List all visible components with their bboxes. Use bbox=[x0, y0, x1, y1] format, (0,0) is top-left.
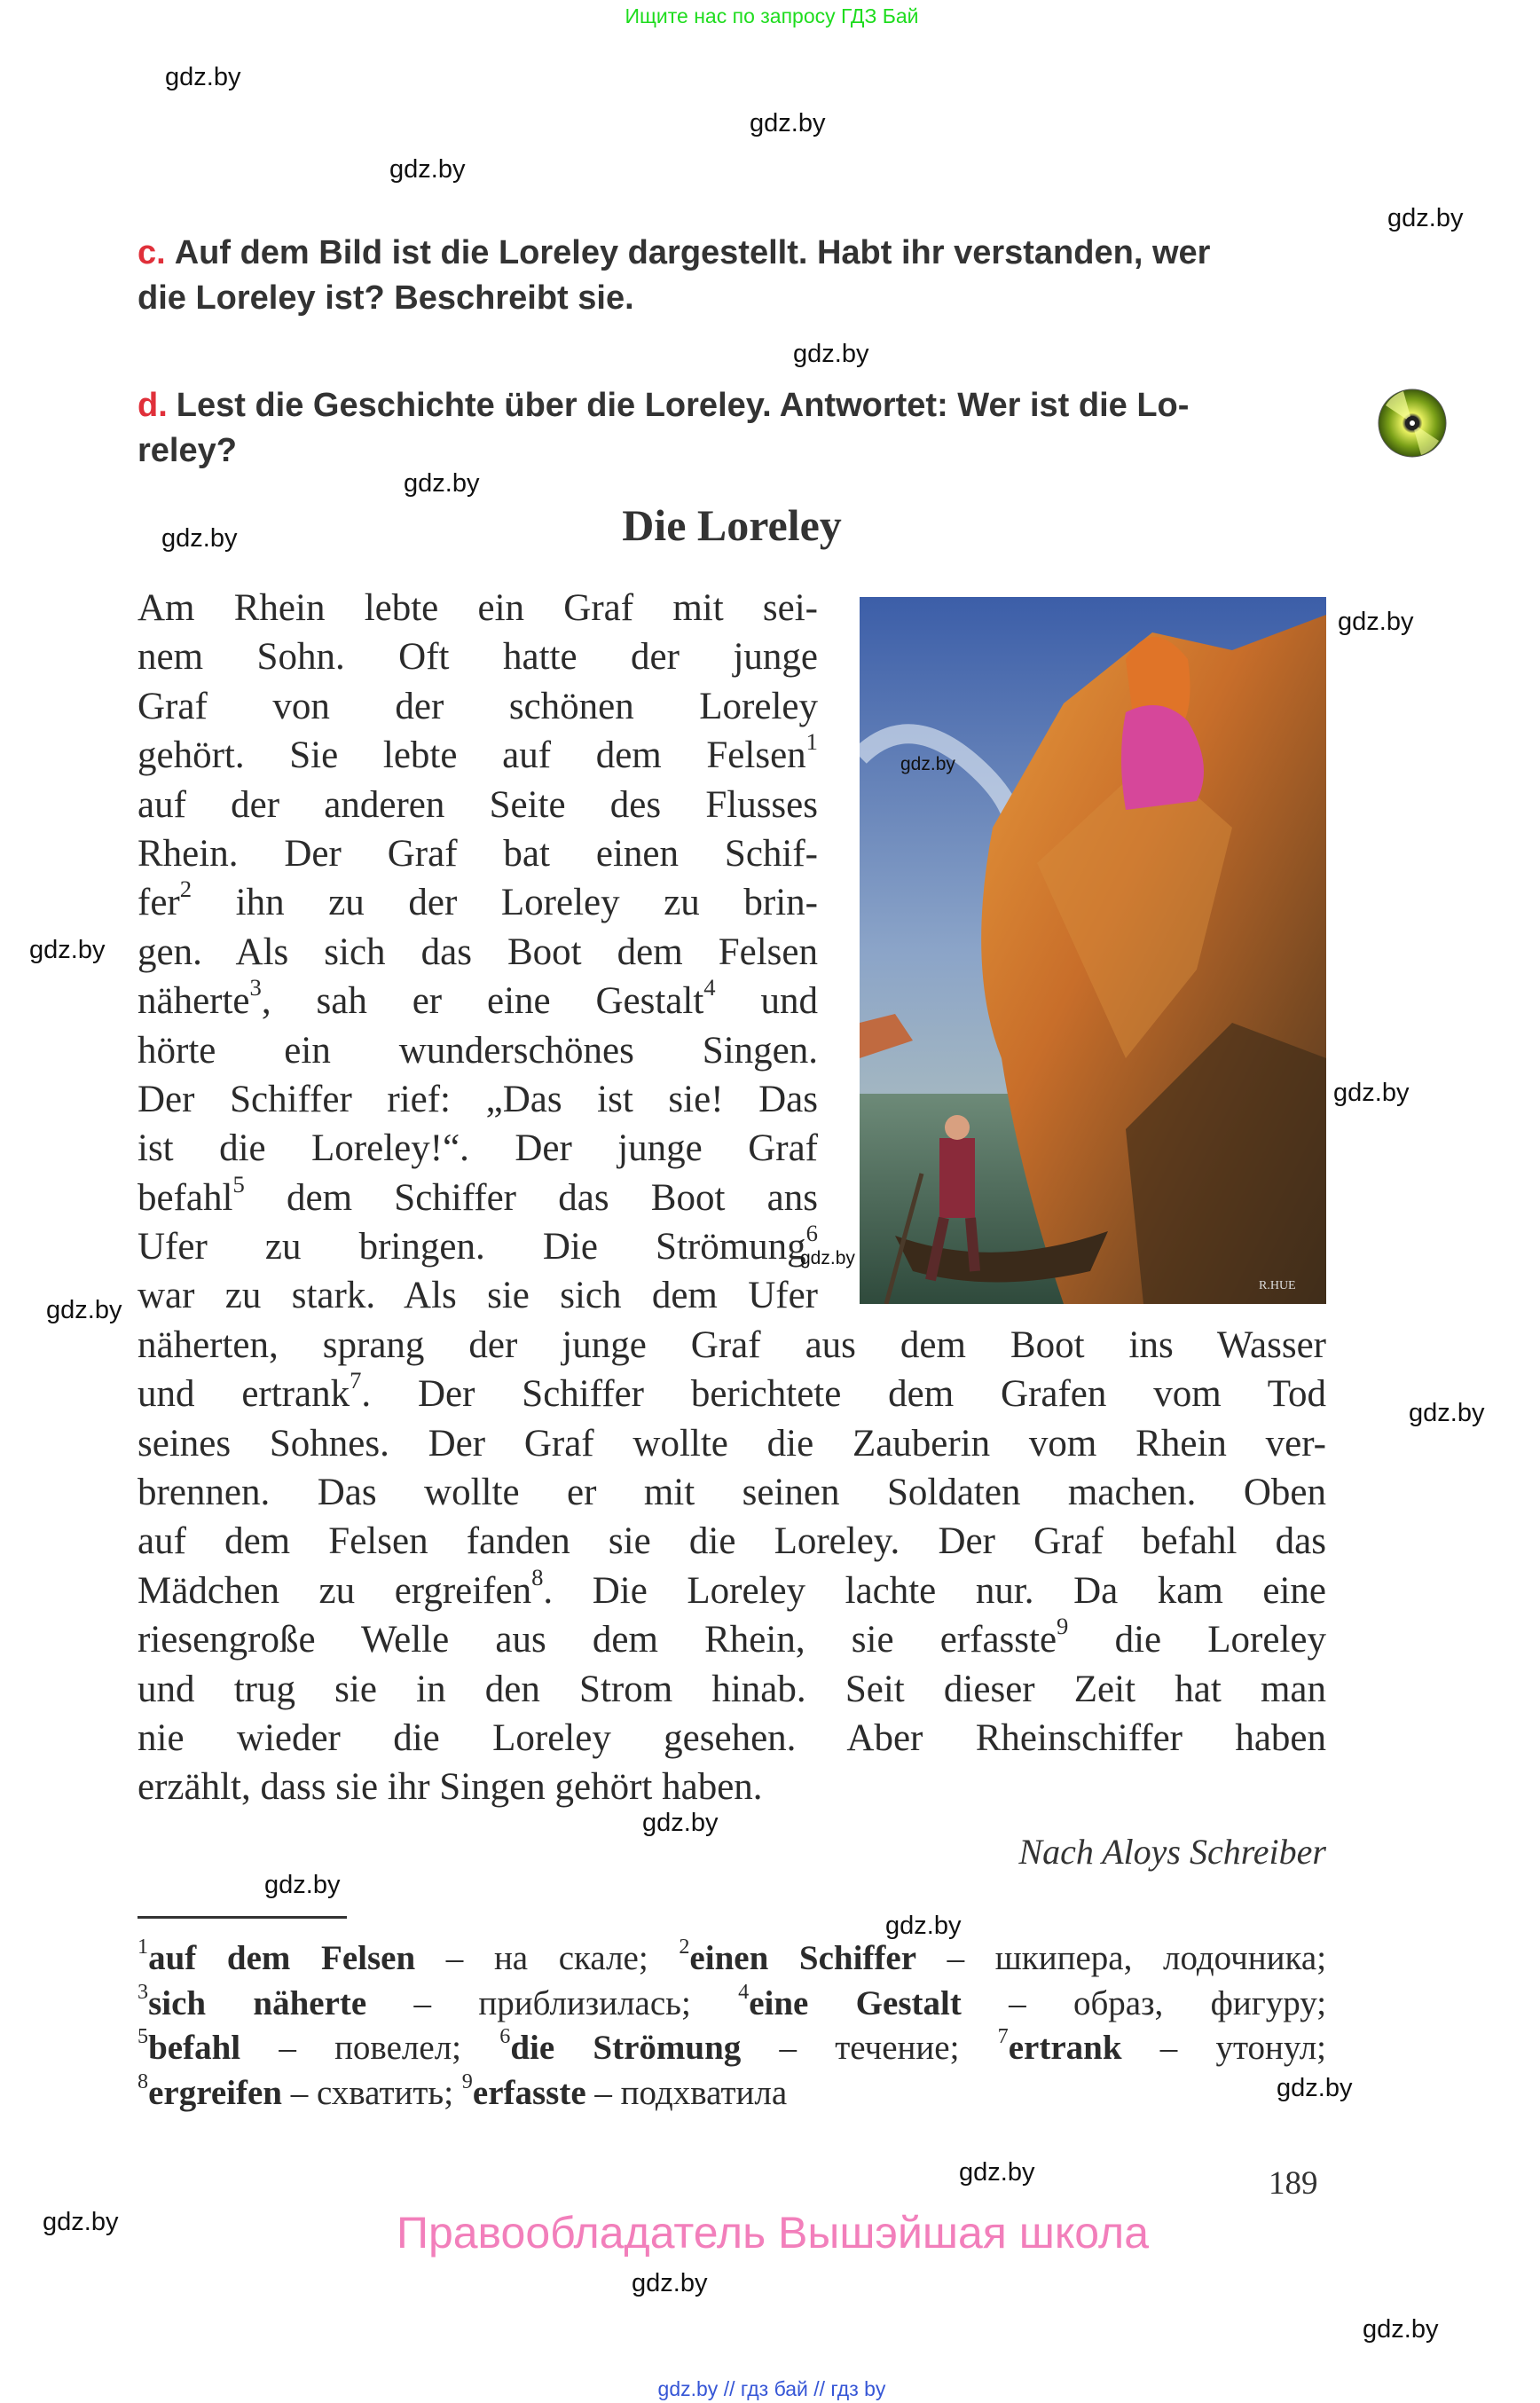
story-line bbox=[138, 781, 818, 829]
footnote-item: $^4$eine Gestalt – образ, фигуру; bbox=[738, 1979, 1327, 2022]
footnote-item: $^3$sich näherte – приблизилась; bbox=[138, 1979, 691, 2022]
story-line bbox=[138, 829, 818, 878]
page-number: 189 bbox=[1269, 2165, 1318, 2202]
footnote-divider bbox=[138, 1916, 347, 1919]
story-title: Die Loreley bbox=[622, 500, 842, 550]
story-line bbox=[138, 878, 818, 927]
story-text-segment: ihn zu der Loreley zu brin- bbox=[192, 882, 818, 924]
story-text-segment: Am Rhein lebte ein Graf mit sei- bbox=[138, 587, 818, 629]
footnote-translation: подхватила bbox=[620, 2073, 788, 2112]
story-line bbox=[138, 1271, 818, 1320]
story-text-segment: hörte ein wunderschönes Singen. bbox=[138, 1029, 818, 1072]
task-letter: c. bbox=[138, 234, 166, 271]
story-text-segment: näherte bbox=[138, 980, 250, 1023]
watermark: gdz.by bbox=[1363, 2315, 1439, 2344]
story-text-segment: nie wieder die Loreley gesehen. Aber Rheinschiffer haben bbox=[138, 1716, 1326, 1759]
story-text bbox=[138, 584, 1326, 1812]
footnote-term: erfasste bbox=[472, 2073, 586, 2112]
watermark: gdz.by bbox=[1277, 2074, 1353, 2102]
story-text-segment: und ertrank bbox=[138, 1373, 350, 1416]
footnote-number: 2 bbox=[679, 1934, 690, 1959]
story-text-segment: Rhein. Der Graf bat einen Schif- bbox=[138, 832, 818, 875]
story-text-segment: fer bbox=[138, 882, 180, 924]
story-text-segment: Der Schiffer rief: „Das ist sie! Das bbox=[138, 1078, 818, 1120]
footnote-marker: 9 bbox=[1057, 1613, 1069, 1640]
footnote-translation: течение bbox=[835, 2029, 950, 2067]
story-line bbox=[138, 1124, 818, 1173]
story-line bbox=[138, 1517, 1326, 1566]
story-text-segment: seines Sohnes. Der Graf wollte die Zauberin vom Rhein ver- bbox=[138, 1422, 1326, 1465]
story-text-segment: und trug sie in den Strom hinab. Seit dieser Zeit hat man bbox=[138, 1668, 1326, 1710]
story-line bbox=[138, 1714, 1326, 1763]
task-text: Lest die Geschichte über die Loreley. Antwortet: Wer ist die Lo- bbox=[176, 387, 1190, 424]
story-line bbox=[138, 682, 818, 731]
story-text-segment: , sah er eine Gestalt bbox=[261, 980, 704, 1023]
footnote-term: auf dem Felsen bbox=[148, 1939, 416, 1977]
watermark: gdz.by bbox=[389, 155, 466, 184]
watermark: gdz.by bbox=[800, 1248, 855, 1268]
footnote-term: ergreifen bbox=[148, 2073, 282, 2112]
story-line bbox=[138, 584, 818, 632]
story-text-segment: und bbox=[715, 980, 819, 1023]
footnotes bbox=[138, 1936, 1326, 2116]
story-line bbox=[138, 1563, 1326, 1615]
task-text: reley? bbox=[138, 432, 237, 469]
footnote-marker: 8 bbox=[531, 1563, 544, 1590]
watermark: gdz.by bbox=[29, 936, 106, 964]
footnote-item: $^5$befahl – повелел; bbox=[138, 2023, 462, 2067]
footnote-number: 7 bbox=[997, 2023, 1009, 2048]
story-line bbox=[138, 632, 818, 681]
footnote-term: eine Gestalt bbox=[749, 1983, 962, 2022]
story-text-segment: . Die Loreley lachte nur. Da kam eine bbox=[543, 1569, 1326, 1612]
watermark: gdz.by bbox=[885, 1912, 962, 1940]
footnote-term: befahl bbox=[148, 2029, 241, 2067]
watermark: gdz.by bbox=[46, 1296, 122, 1324]
story-text-segment: brennen. Das wollte er mit seinen Soldaten machen. Oben bbox=[138, 1472, 1326, 1514]
watermark: gdz.by bbox=[642, 1809, 719, 1837]
footnote-translation: шкипера, лодочника bbox=[994, 1939, 1317, 1977]
footnote-marker: 6 bbox=[805, 1220, 818, 1247]
footnote-marker: 1 bbox=[805, 728, 818, 756]
story-text-segment: gen. Als sich das Boot dem Felsen bbox=[138, 931, 818, 973]
rights-holder: Правообладатель Вышэйшая школа bbox=[397, 2208, 1149, 2258]
footnote-marker: 7 bbox=[350, 1367, 362, 1394]
watermark: gdz.by bbox=[165, 63, 241, 91]
story-line bbox=[138, 1321, 1326, 1370]
task-letter: d. bbox=[138, 387, 168, 424]
footnote-translation: утонул bbox=[1215, 2029, 1317, 2067]
watermark: gdz.by bbox=[264, 1871, 341, 1899]
story-text-segment: auf der anderen Seite des Flusses bbox=[138, 783, 818, 826]
footnote-line bbox=[138, 2023, 1327, 2071]
story-text-segment: riesengroße Welle aus dem Rhein, sie erfasste bbox=[138, 1619, 1057, 1661]
watermark: gdz.by bbox=[632, 2269, 708, 2297]
watermark: gdz.by bbox=[404, 469, 480, 498]
footnote-translation: схватить bbox=[316, 2073, 444, 2112]
story-text-segment: befahl bbox=[138, 1176, 233, 1219]
footnote-marker: 3 bbox=[249, 974, 262, 1001]
story-line bbox=[138, 1367, 1326, 1418]
story-line bbox=[138, 1419, 1326, 1468]
story-line bbox=[138, 728, 818, 780]
story-text-segment: gehört. Sie lebte auf dem Felsen bbox=[138, 734, 806, 777]
footnote-number: 3 bbox=[138, 1979, 149, 2004]
top-search-note: Ищите нас по запросу ГДЗ Бай bbox=[625, 4, 919, 27]
footnote-marker: 4 bbox=[703, 974, 716, 1001]
story-text-segment: nem Sohn. Oft hatte der junge bbox=[138, 636, 818, 679]
footnote-line bbox=[138, 2071, 1326, 2116]
watermark: gdz.by bbox=[900, 754, 955, 774]
footnote-translation: приблизилась bbox=[478, 1983, 681, 2022]
footnote-number: 5 bbox=[138, 2023, 149, 2048]
story-text-segment: dem Schiffer das Boot ans bbox=[244, 1176, 818, 1219]
footnote-number: 6 bbox=[499, 2023, 511, 2048]
footnote-item: $^2$einen Schiffer – шкипера, лодочника; bbox=[679, 1934, 1327, 1977]
story-line bbox=[138, 928, 818, 977]
story-line bbox=[138, 1665, 1326, 1714]
footnote-item: $^7$ertrank – утонул; bbox=[997, 2023, 1327, 2067]
story-text-segment: Graf von der schönen Loreley bbox=[138, 685, 818, 727]
footnote-translation: образ, фигуру bbox=[1072, 1983, 1317, 2022]
footnote-number: 1 bbox=[138, 1934, 149, 1959]
footnote-number: 8 bbox=[138, 2069, 149, 2093]
footnote-item: $^8$ergreifen – схватить; bbox=[138, 2069, 454, 2112]
painting-signature: R.HUE bbox=[1259, 1279, 1296, 1292]
watermark: gdz.by bbox=[43, 2208, 119, 2236]
footnote-translation: на скале bbox=[493, 1939, 639, 1977]
footnote-number: 9 bbox=[461, 2069, 473, 2093]
watermark: gdz.by bbox=[1409, 1399, 1485, 1427]
footnote-translation: повелел bbox=[334, 2029, 452, 2067]
footnote-item: $^1$auf dem Felsen – на скале; bbox=[138, 1934, 648, 1977]
story-line bbox=[138, 1468, 1326, 1517]
story-text-segment: Mädchen zu ergreifen bbox=[138, 1569, 532, 1612]
footnote-line bbox=[138, 1979, 1327, 2027]
footnote-term: sich näherte bbox=[148, 1983, 367, 2022]
task-d bbox=[138, 383, 1326, 474]
story-text-segment: war zu stark. Als sie sich dem Ufer bbox=[138, 1275, 818, 1317]
footnote-marker: 5 bbox=[232, 1170, 245, 1198]
watermark: gdz.by bbox=[1387, 204, 1464, 232]
watermark: gdz.by bbox=[959, 2158, 1035, 2187]
footnote-term: ertrank bbox=[1008, 2029, 1122, 2067]
footnote-number: 4 bbox=[738, 1979, 750, 2004]
watermark: gdz.by bbox=[793, 340, 869, 368]
story-text-segment: die Loreley bbox=[1068, 1619, 1326, 1661]
watermark: gdz.by bbox=[1338, 608, 1414, 636]
footnote-term: die Strömung bbox=[510, 2029, 742, 2067]
bottom-links[interactable]: gdz.by // гдз бай // гдз by bbox=[657, 2377, 886, 2400]
story-line bbox=[138, 1763, 1326, 1811]
watermark: gdz.by bbox=[161, 524, 238, 553]
story-text-segment: . Der Schiffer berichtete dem Grafen vom Tod bbox=[361, 1373, 1326, 1416]
footnote-item: $^6$die Strömung – течение; bbox=[499, 2023, 960, 2067]
story-line bbox=[138, 974, 819, 1025]
story-text-segment: Ufer zu bringen. Die Strömung bbox=[138, 1226, 806, 1268]
task-text: Auf dem Bild ist die Loreley dargestellt. Habt ihr verstanden, wer bbox=[174, 234, 1211, 271]
story-line bbox=[138, 1026, 818, 1075]
story-line bbox=[138, 1615, 1326, 1664]
story-author: Nach Aloys Schreiber bbox=[1018, 1832, 1326, 1872]
story-line bbox=[138, 1170, 818, 1222]
story-text-segment: auf dem Felsen fanden sie die Loreley. Der Graf befahl das bbox=[138, 1520, 1326, 1563]
task-text: die Loreley ist? Beschreibt sie. bbox=[138, 279, 634, 317]
watermark: gdz.by bbox=[1333, 1079, 1410, 1107]
story-line bbox=[138, 1222, 818, 1271]
footnote-line bbox=[138, 1936, 1326, 1982]
footnote-term: einen Schiffer bbox=[689, 1939, 917, 1977]
footnote-item: $^9$erfasste – подхватила bbox=[461, 2069, 788, 2112]
watermark: gdz.by bbox=[750, 109, 826, 137]
story-line bbox=[138, 1075, 818, 1124]
task-c bbox=[138, 231, 1326, 321]
footnote-marker: 2 bbox=[179, 876, 192, 903]
story-text-segment: ist die Loreley!“. Der junge Graf bbox=[138, 1127, 818, 1170]
story-text-segment: erzählt, dass sie ihr Singen gehört haben. bbox=[138, 1766, 763, 1809]
story-text-segment: näherten, sprang der junge Graf aus dem Boot ins Wasser bbox=[138, 1323, 1326, 1366]
cd-icon[interactable] bbox=[1377, 388, 1448, 459]
